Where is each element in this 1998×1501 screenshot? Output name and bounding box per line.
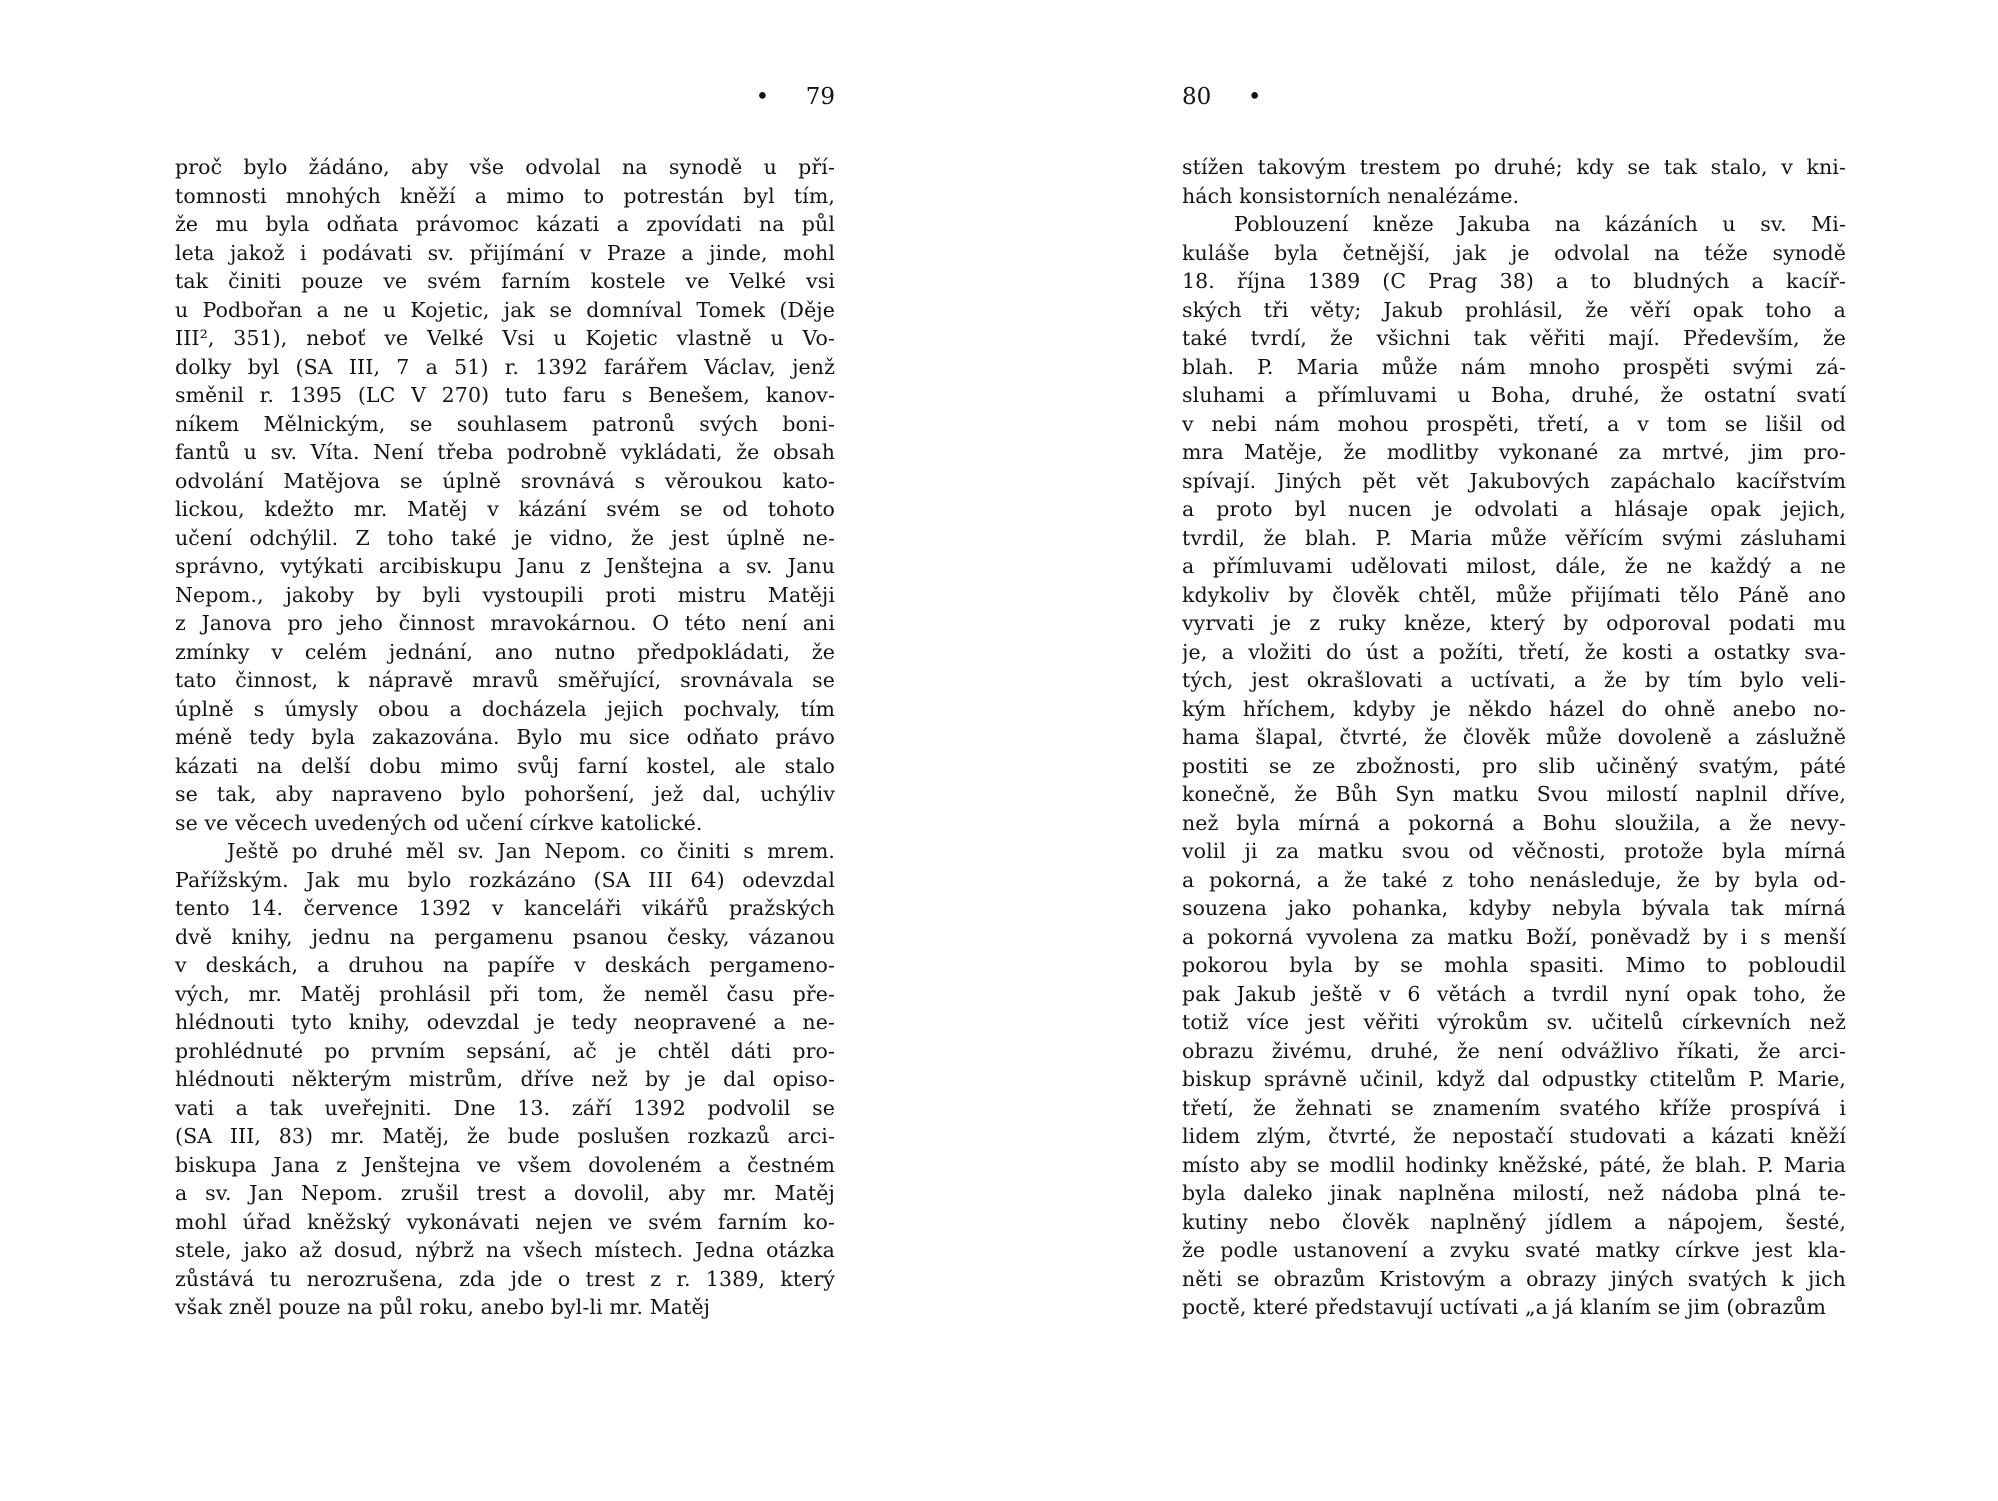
text-line: tento 14. července 1392 v kanceláři vikářů pražských bbox=[175, 896, 835, 920]
text-line: fantů u sv. Víta. Není třeba podrobně vykládati, že obsah bbox=[175, 440, 835, 464]
text-line: stele, jako až dosud, nýbrž na všech místech. Jedna otázka bbox=[175, 1238, 835, 1262]
text-line: proč bylo žádáno, aby vše odvolal na synodě u pří- bbox=[175, 155, 835, 179]
text-line: než byla mírná a pokorná a Bohu sloužila, a že nevy- bbox=[1182, 810, 1846, 835]
text-line: vati a tak uveřejniti. Dne 13. září 1392 podvolil se bbox=[175, 1095, 835, 1120]
text-line: Poblouzení kněze Jakuba na kázáních u sv. Mi- bbox=[1234, 212, 1846, 236]
text-line: se ve věcech uvedených od učení církve katolické. bbox=[175, 810, 703, 835]
text-line: zmínky v celém jednání, ano nutno předpokládati, že bbox=[175, 639, 835, 664]
text-line: zůstává tu nerozrušena, zda jde o trest z r. 1389, který bbox=[175, 1266, 835, 1291]
text-line: a přímluvami udělovati milost, dále, že ne každý a ne bbox=[1182, 554, 1846, 578]
text-line: volil ji za matku svou od věčnosti, protože byla mírná bbox=[1182, 839, 1846, 863]
text-line: (SA III, 83) mr. Matěj, že bude poslušen rozkazů arci- bbox=[175, 1124, 835, 1148]
text-line: totiž více jest věřiti výrokům sv. učitelů církevních než bbox=[1182, 1010, 1846, 1034]
text-line: a pokorná vyvolena za matku Boží, poněvadž by i s menší bbox=[1182, 924, 1846, 949]
text-line: méně tedy byla zakazována. Bylo mu sice odňato právo bbox=[175, 725, 835, 749]
text-line: úplně s úmysly obou a docházela jejich pochvaly, tím bbox=[175, 696, 835, 721]
text-line: třetí, že žehnati se znamením svatého kříže prospívá i bbox=[1182, 1095, 1846, 1120]
text-line: kuláše byla četnější, jak je odvolal na téže synodě bbox=[1182, 240, 1846, 265]
text-line: III², 351), neboť ve Velké Vsi u Kojetic vlastně u Vo- bbox=[175, 326, 835, 350]
text-line: sluhami a přímluvami u Boha, druhé, že ostatní svatí bbox=[1182, 383, 1846, 407]
text-line: kým hříchem, kdyby je někdo házel do ohně anebo no- bbox=[1182, 696, 1846, 721]
text-line: blah. P. Maria může nám mnoho prospěti svými zá- bbox=[1182, 354, 1846, 379]
text-line: vyrvati je z ruky kněze, který by odporoval podati mu bbox=[1182, 611, 1846, 635]
page-number: 80 bbox=[1182, 84, 1212, 110]
text-line: je, a vložiti do úst a požíti, třetí, že kosti a ostatky sva- bbox=[1182, 639, 1846, 664]
text-line: tomnosti mnohých kněží a mimo to potrestán byl tím, bbox=[175, 183, 835, 208]
text-line: poctě, které představují uctívati „a já klaním se jim (obrazům bbox=[1182, 1295, 1827, 1319]
text-line: také tvrdí, že všichni tak věřiti mají. Především, že bbox=[1182, 326, 1846, 350]
text-line: něti se obrazům Kristovým a obrazy jiných svatých k jich bbox=[1182, 1266, 1846, 1291]
text-line: pokorou byla by se mohla spasiti. Mimo to pobloudil bbox=[1182, 953, 1846, 977]
text-line: mohl úřad kněžský vykonávati nejen ve svém farním ko- bbox=[175, 1209, 835, 1234]
text-line: stížen takovým trestem po druhé; kdy se tak stalo, v kni- bbox=[1182, 155, 1846, 179]
text-line: učení odchýlil. Z toho také je vidno, že jest úplně ne- bbox=[175, 525, 835, 550]
text-line: souzena jako pohanka, kdyby nebyla bývala tak mírná bbox=[1182, 896, 1846, 920]
text-line: u Podbořan a ne u Kojetic, jak se domníval Tomek (Děje bbox=[175, 297, 835, 322]
text-line: pak Jakub ještě v 6 větách a tvrdil nyní opak toho, že bbox=[1182, 981, 1846, 1006]
text-line: místo aby se modlil hodinky kněžské, páté, že blah. P. Maria bbox=[1182, 1152, 1846, 1177]
text-line: že mu byla odňata právomoc kázati a zpovídati na půl bbox=[175, 212, 835, 236]
text-line: spívají. Jiných pět vět Jakubových zapáchalo kacířstvím bbox=[1182, 468, 1846, 493]
text-line: tých, jest okrašlovati a uctívati, a že by tím bylo veli- bbox=[1182, 668, 1846, 692]
text-line: hlédnouti některým mistrům, dříve než by je dal opiso- bbox=[175, 1067, 835, 1091]
text-line: tato činnost, k nápravě mravů směřující, srovnávala se bbox=[175, 668, 835, 692]
text-line: biskup správně učinil, když dal odpustky ctitelům P. Marie, bbox=[1182, 1067, 1846, 1091]
text-line: tvrdil, že blah. P. Maria může věřícím svými zásluhami bbox=[1182, 525, 1846, 550]
text-line: vých, mr. Matěj prohlásil při tom, že neměl času pře- bbox=[175, 981, 835, 1006]
text-line: z Janova pro jeho činnost mravokárnou. O této není ani bbox=[175, 611, 835, 635]
text-line: v nebi nám mohou prospěti, třetí, a v tom se lišil od bbox=[1182, 411, 1846, 436]
text-line: tak činiti pouze ve svém farním kostele ve Velké vsi bbox=[175, 269, 835, 293]
page-number-mark: • bbox=[1247, 84, 1262, 110]
text-line: kdykoliv by člověk chtěl, může přijímati tělo Páně ano bbox=[1182, 582, 1846, 607]
text-line: hama šlapal, čtvrté, že člověk může dovoleně a záslužně bbox=[1182, 725, 1846, 749]
text-line: byla daleko jinak naplněna milostí, než nádoba plná te- bbox=[1182, 1181, 1846, 1205]
text-line: že podle ustanovení a zvyku svaté matky církve jest kla- bbox=[1182, 1238, 1846, 1262]
page-number-left bbox=[745, 84, 835, 110]
text-line: hlédnouti tyto knihy, odevzdal je tedy neopravené a ne- bbox=[175, 1010, 835, 1034]
text-line: obrazu živému, druhé, že není odvážlivo říkati, že arci- bbox=[1182, 1038, 1846, 1063]
text-line: dolky byl (SA III, 7 a 51) r. 1392 farářem Václav, jenž bbox=[175, 354, 835, 379]
text-line: a pokorná, a že také z toho nenásleduje, že by byla od- bbox=[1182, 867, 1846, 892]
text-line: níkem Mělnickým, se souhlasem patronů svých boni- bbox=[175, 411, 835, 436]
text-line: odvolání Matějova se úplně srovnává s věroukou kato- bbox=[175, 468, 835, 493]
text-line: se tak, aby napraveno bylo pohoršení, jež dal, uchýliv bbox=[175, 782, 835, 806]
text-line: hách konsistorních nenalézáme. bbox=[1182, 183, 1520, 208]
text-line: kutiny nebo člověk naplněný jídlem a nápojem, šesté, bbox=[1182, 1209, 1846, 1234]
text-line: dvě knihy, jednu na pergamenu psanou česky, vázanou bbox=[175, 924, 835, 949]
text-line: mra Matěje, že modlitby vykonané za mrtvé, jim pro- bbox=[1182, 440, 1846, 464]
right-body-text bbox=[1182, 153, 1846, 1322]
text-line: směnil r. 1395 (LC V 270) tuto faru s Benešem, kanov- bbox=[175, 383, 835, 407]
text-line: konečně, že Bůh Syn matku Svou milostí naplnil dříve, bbox=[1182, 782, 1846, 806]
page-number-right bbox=[1182, 84, 1272, 110]
text-line: a proto byl nucen je odvolati a hlásaje opak jejich, bbox=[1182, 497, 1846, 521]
text-line: leta jakož i podávati sv. přijímání v Praze a jinde, mohl bbox=[175, 240, 835, 265]
left-body-text bbox=[175, 153, 835, 1322]
text-line: a sv. Jan Nepom. zrušil trest a dovolil, aby mr. Matěj bbox=[175, 1181, 835, 1205]
page-number-mark: • bbox=[755, 84, 770, 110]
text-line: Nepom., jakoby by byli vystoupili proti mistru Matěji bbox=[175, 582, 835, 607]
right-page bbox=[999, 0, 1998, 1501]
text-line: lidem zlým, čtvrté, že nepostačí studovati a kázati kněží bbox=[1182, 1124, 1846, 1148]
text-line: Ještě po druhé měl sv. Jan Nepom. co činiti s mrem. bbox=[227, 839, 835, 863]
text-line: správno, vytýkati arcibiskupu Janu z Jenštejna a sv. Janu bbox=[175, 554, 835, 578]
text-line: biskupa Jana z Jenštejna ve všem dovoleném a čestném bbox=[175, 1152, 835, 1177]
text-line: postiti se ze zbožnosti, pro slib učiněný svatým, páté bbox=[1182, 753, 1846, 778]
page-number: 79 bbox=[805, 84, 835, 110]
text-line: ských tři věty; Jakub prohlásil, že věří opak toho a bbox=[1182, 297, 1846, 322]
text-line: lickou, kdežto mr. Matěj v kázání svém se od tohoto bbox=[175, 497, 835, 521]
text-line: však zněl pouze na půl roku, anebo byl-li mr. Matěj bbox=[175, 1295, 711, 1319]
text-line: Pařížským. Jak mu bylo rozkázáno (SA III 64) odevzdal bbox=[175, 867, 835, 892]
text-line: kázati na delší dobu mimo svůj farní kostel, ale stalo bbox=[175, 753, 835, 778]
text-line: prohlédnuté po prvním sepsání, ač je chtěl dáti pro- bbox=[175, 1038, 835, 1063]
text-line: v deskách, a druhou na papíře v deskách pergameno- bbox=[175, 953, 835, 977]
text-line: 18. října 1389 (C Prag 38) a to bludných a kacíř- bbox=[1182, 269, 1846, 293]
